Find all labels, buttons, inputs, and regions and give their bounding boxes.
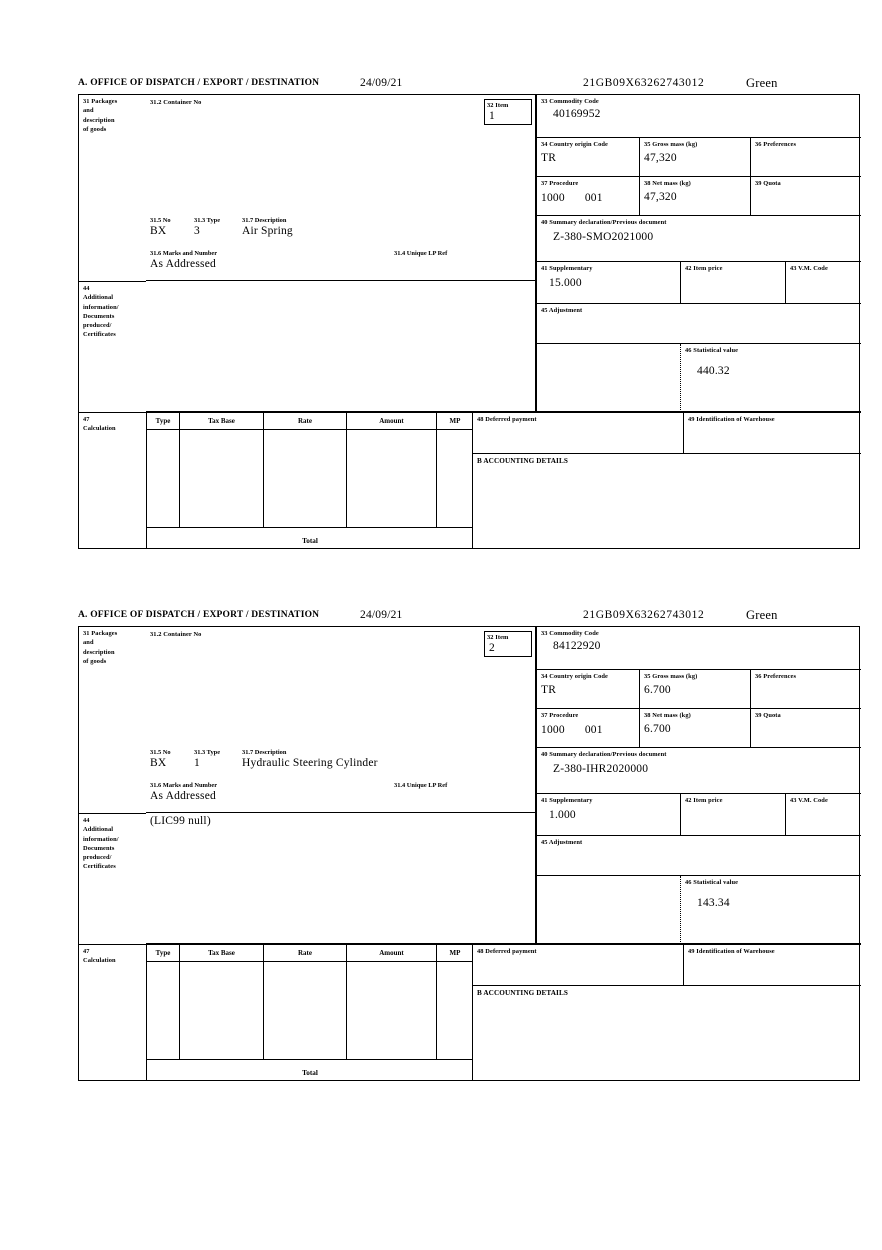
box-37-procedure: 37 Procedure 1000 001 — [536, 709, 640, 748]
box-46-statistical-value: 46 Statistical value 143.34 — [681, 876, 861, 944]
box-32-item — [484, 631, 532, 657]
declaration-grid — [78, 626, 860, 1081]
routing-lane: Green — [746, 76, 778, 90]
box-31-4-label: 31.4 Unique LP Ref — [394, 250, 448, 257]
office-of-dispatch-label: A. OFFICE OF DISPATCH / EXPORT / DESTINATION — [78, 610, 320, 620]
sheet-header — [78, 78, 860, 94]
box-40-previous-document: 40 Summary declaration/Previous document Z-380-IHR2020000 — [536, 748, 861, 794]
box-31-2-label: 31.2 Container No — [150, 99, 202, 106]
packages-type-value: 3 — [194, 225, 200, 237]
box-42-item-price: 42 Item price — [681, 794, 786, 836]
calc-cell-tax-base[interactable] — [180, 430, 264, 528]
declaration-date: 24/09/21 — [360, 77, 403, 89]
procedure-code-2: 001 — [584, 192, 603, 205]
box-31-3-label: 31.3 Type — [194, 749, 221, 756]
declaration-sheet-1 — [78, 78, 860, 549]
box-31-2-label: 31.2 Container No — [150, 631, 202, 638]
box-35-gross-mass: 35 Gross mass (kg) 6.700 — [640, 670, 751, 709]
box-38-net-mass: 38 Net mass (kg) 6.700 — [640, 709, 751, 748]
box-31-label: 31 Packages and description of goods — [83, 630, 118, 665]
calc-header-tax-base: Tax Base — [180, 413, 264, 430]
goods-description-value: Hydraulic Steering Cylinder — [242, 757, 378, 769]
calc-total-label: Total — [302, 1069, 318, 1077]
packages-no-value: BX — [150, 225, 167, 237]
calculation-table — [146, 944, 472, 1081]
box-43-vm-code: 43 V.M. Code — [786, 262, 861, 304]
country-origin-value: TR — [541, 684, 557, 697]
routing-lane: Green — [746, 608, 778, 622]
box-46-statistical-value: 46 Statistical value 440.32 — [681, 344, 861, 412]
box-39-quota: 39 Quota — [751, 709, 861, 748]
box-b-accounting-details: B ACCOUNTING DETAILS — [472, 986, 861, 1081]
calc-cell-amount[interactable] — [347, 962, 437, 1060]
box-44-label: 44 Additional information/ Documents produced/ Certificates — [79, 281, 146, 412]
calc-header-mp: MP — [437, 413, 472, 430]
movement-reference-number: 21GB09X63262743012 — [583, 609, 705, 621]
calc-cell-rate[interactable] — [264, 962, 347, 1060]
box-31-label: 31 Packages and description of goods — [83, 98, 118, 133]
box-34-country-origin: 34 Country origin Code TR — [536, 670, 640, 709]
box-48-deferred-payment: 48 Deferred payment — [472, 412, 684, 454]
net-mass-value: 6.700 — [644, 723, 671, 736]
box-43-vm-code: 43 V.M. Code — [786, 794, 861, 836]
marks-and-number-value: As Addressed — [150, 258, 216, 270]
calc-header-mp: MP — [437, 945, 472, 962]
calc-cell-amount[interactable] — [347, 430, 437, 528]
net-mass-value: 47,320 — [644, 191, 677, 204]
box-32-item — [484, 99, 532, 125]
declaration-sheet-2 — [78, 610, 860, 1081]
previous-document-value: Z-380-IHR2020000 — [553, 763, 649, 776]
item-number-value: 1 — [489, 110, 495, 123]
box-36-preferences: 36 Preferences — [751, 138, 861, 177]
calc-cell-mp[interactable] — [437, 430, 472, 528]
calc-cell-tax-base[interactable] — [180, 962, 264, 1060]
calc-header-amount: Amount — [347, 945, 437, 962]
box-39-quota: 39 Quota — [751, 177, 861, 216]
marks-and-number-value: As Addressed — [150, 790, 216, 802]
previous-document-value: Z-380-SMO2021000 — [553, 231, 654, 244]
box-31-6-label: 31.6 Marks and Number — [150, 250, 218, 257]
box-31-4-label: 31.4 Unique LP Ref — [394, 782, 448, 789]
box-32-label: 32 Item — [487, 102, 509, 109]
box-31-goods-area — [146, 95, 536, 281]
box-46-left-blank — [536, 344, 681, 412]
box-33-commodity-code: 33 Commodity Code 40169952 — [536, 95, 861, 138]
box-31-7-label: 31.7 Description — [242, 749, 287, 756]
calc-cell-type[interactable] — [147, 430, 180, 528]
box-36-preferences: 36 Preferences — [751, 670, 861, 709]
box-44-additional-information — [146, 281, 536, 412]
calc-header-tax-base: Tax Base — [180, 945, 264, 962]
box-47-label: 47 Calculation — [79, 944, 146, 1081]
calculation-table — [146, 412, 472, 549]
box-49-warehouse: 49 Identification of Warehouse — [684, 412, 861, 454]
additional-information-value: (LIC99 null) — [150, 815, 211, 827]
box-45-adjustment: 45 Adjustment — [536, 304, 861, 344]
declaration-date: 24/09/21 — [360, 609, 403, 621]
calc-header-type: Type — [147, 945, 180, 962]
goods-description-value: Air Spring — [242, 225, 293, 237]
box-44-additional-information — [146, 813, 536, 944]
quota-value — [755, 188, 857, 191]
box-31-7-label: 31.7 Description — [242, 217, 287, 224]
calc-total-label: Total — [302, 537, 318, 545]
supplementary-value: 15.000 — [549, 277, 582, 290]
calc-cell-type[interactable] — [147, 962, 180, 1060]
box-41-supplementary: 41 Supplementary 1.000 — [536, 794, 681, 836]
box-44-label: 44 Additional information/ Documents produced/ Certificates — [79, 813, 146, 944]
box-45-adjustment: 45 Adjustment — [536, 836, 861, 876]
box-46-left-blank — [536, 876, 681, 944]
supplementary-value: 1.000 — [549, 809, 576, 822]
calc-header-rate: Rate — [264, 945, 347, 962]
box-48-deferred-payment: 48 Deferred payment — [472, 944, 684, 986]
calc-cell-rate[interactable] — [264, 430, 347, 528]
calc-header-amount: Amount — [347, 413, 437, 430]
calc-header-type: Type — [147, 413, 180, 430]
procedure-code-1: 1000 — [541, 724, 565, 737]
calc-header-rate: Rate — [264, 413, 347, 430]
movement-reference-number: 21GB09X63262743012 — [583, 77, 705, 89]
procedure-code-2: 001 — [584, 724, 603, 737]
box-32-label: 32 Item — [487, 634, 509, 641]
box-38-net-mass: 38 Net mass (kg) 47,320 — [640, 177, 751, 216]
box-40-previous-document: 40 Summary declaration/Previous document Z-380-SMO2021000 — [536, 216, 861, 262]
box-31-5-label: 31.5 No — [150, 749, 171, 756]
box-31-goods-area — [146, 627, 536, 813]
calc-cell-mp[interactable] — [437, 962, 472, 1060]
gross-mass-value: 6.700 — [644, 684, 671, 697]
preferences-value — [755, 149, 857, 152]
sheet-header — [78, 610, 860, 626]
box-33-commodity-code: 33 Commodity Code 84122920 — [536, 627, 861, 670]
box-35-gross-mass: 35 Gross mass (kg) 47,320 — [640, 138, 751, 177]
quota-value — [755, 720, 857, 723]
box-37-procedure: 37 Procedure 1000 001 — [536, 177, 640, 216]
declaration-grid — [78, 94, 860, 549]
box-42-item-price: 42 Item price — [681, 262, 786, 304]
statistical-value: 440.32 — [697, 365, 730, 378]
statistical-value: 143.34 — [697, 897, 730, 910]
packages-type-value: 1 — [194, 757, 200, 769]
packages-no-value: BX — [150, 757, 167, 769]
item-number-value: 2 — [489, 642, 495, 655]
country-origin-value: TR — [541, 152, 557, 165]
preferences-value — [755, 681, 857, 684]
commodity-code-value: 84122920 — [553, 640, 601, 653]
box-34-country-origin: 34 Country origin Code TR — [536, 138, 640, 177]
box-41-supplementary: 41 Supplementary 15.000 — [536, 262, 681, 304]
commodity-code-value: 40169952 — [553, 108, 601, 121]
box-31-5-label: 31.5 No — [150, 217, 171, 224]
office-of-dispatch-label: A. OFFICE OF DISPATCH / EXPORT / DESTINATION — [78, 78, 320, 88]
gross-mass-value: 47,320 — [644, 152, 677, 165]
procedure-code-1: 1000 — [541, 192, 565, 205]
box-31-3-label: 31.3 Type — [194, 217, 221, 224]
box-47-label: 47 Calculation — [79, 412, 146, 549]
box-31-6-label: 31.6 Marks and Number — [150, 782, 218, 789]
box-49-warehouse: 49 Identification of Warehouse — [684, 944, 861, 986]
box-b-accounting-details: B ACCOUNTING DETAILS — [472, 454, 861, 549]
